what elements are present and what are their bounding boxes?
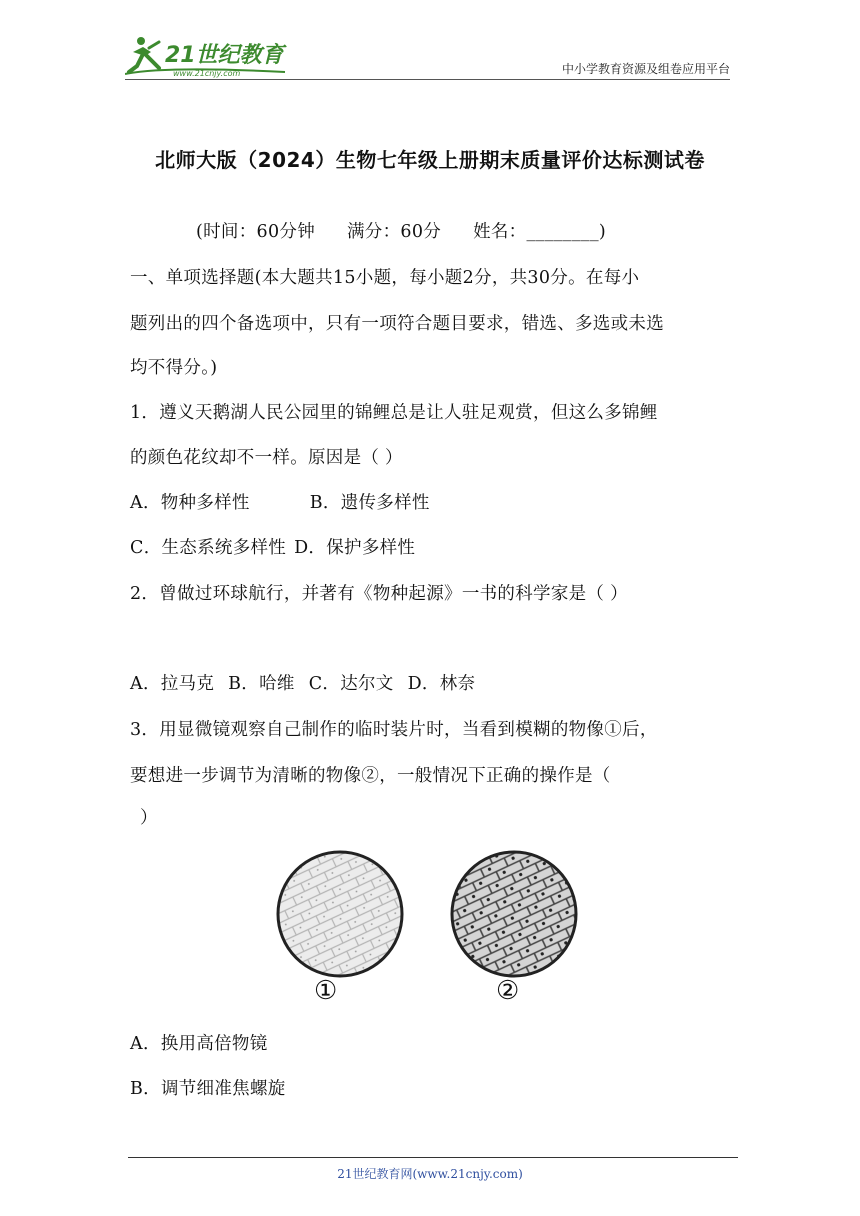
logo-21cnjy bbox=[125, 32, 295, 80]
section1-line3: 均不得分。) bbox=[130, 358, 218, 378]
q1-options-row1 bbox=[130, 489, 430, 514]
q2-option-b[interactable]: B．哈维 bbox=[228, 674, 295, 694]
header-platform-text: 中小学教育资源及组卷应用平台 bbox=[561, 62, 730, 76]
figure-label-1: ① bbox=[314, 976, 338, 1006]
q3-line2: 要想进一步调节为清晰的物像②，一般情况下正确的操作是（ bbox=[130, 766, 611, 786]
section1-line1: 一、单项选择题(本大题共15小题，每小题2分，共30分。在每小 bbox=[130, 268, 640, 288]
q1-option-a[interactable]: A．物种多样性 bbox=[130, 493, 250, 513]
microscope-figure bbox=[270, 848, 590, 1018]
blurry-cell-view bbox=[270, 848, 420, 978]
q3-line1: 3．用显微镜观察自己制作的临时装片时，当看到模糊的物像①后， bbox=[130, 720, 658, 740]
figure-label-2: ② bbox=[496, 976, 520, 1006]
page-footer: 21世纪教育网(www.21cnjy.com) bbox=[337, 1167, 523, 1181]
q1-options-row2 bbox=[130, 534, 415, 559]
logo-url: www.21cnjy.com bbox=[173, 69, 241, 78]
section1-line2: 题列出的四个备选项中，只有一项符合题目要求，错选、多选或未选 bbox=[130, 314, 664, 334]
page-header bbox=[125, 32, 730, 80]
q1-line2: 的颜色花纹却不一样。原因是（ ） bbox=[130, 448, 403, 468]
footer-divider bbox=[128, 1157, 738, 1158]
q1-option-c[interactable]: C．生态系统多样性 bbox=[130, 538, 287, 558]
q1-line1: 1．遵义天鹅湖人民公园里的锦鲤总是让人驻足观赏，但这么多锦鲤 bbox=[130, 403, 658, 423]
q3-line3: ） bbox=[140, 808, 158, 828]
header-divider bbox=[125, 79, 730, 80]
q1-option-d[interactable]: D．保护多样性 bbox=[294, 538, 416, 558]
exam-time: (时间：60分钟 bbox=[196, 222, 315, 242]
q2-option-d[interactable]: D．林奈 bbox=[407, 674, 476, 694]
q2-option-a[interactable]: A．拉马克 bbox=[130, 674, 215, 694]
q3-option-a[interactable]: A．换用高倍物镜 bbox=[130, 1034, 268, 1054]
exam-info bbox=[196, 218, 606, 243]
q3-option-b[interactable]: B．调节细准焦螺旋 bbox=[130, 1079, 286, 1099]
q2-option-c[interactable]: C．达尔文 bbox=[308, 674, 394, 694]
q2-options-row bbox=[130, 670, 475, 695]
microscope-views-image bbox=[270, 848, 590, 978]
q1-option-b[interactable]: B．遗传多样性 bbox=[309, 493, 430, 513]
q2-line1: 2．曾做过环球航行，并著有《物种起源》一书的科学家是（ ） bbox=[130, 584, 628, 604]
logo-text: 21世纪教育 bbox=[165, 43, 284, 68]
clear-cell-view bbox=[440, 848, 590, 978]
page-title: 北师大版（2024）生物七年级上册期末质量评价达标测试卷 bbox=[155, 148, 705, 172]
exam-score: 满分：60分 bbox=[347, 222, 442, 242]
exam-name: 姓名：________) bbox=[473, 222, 607, 242]
